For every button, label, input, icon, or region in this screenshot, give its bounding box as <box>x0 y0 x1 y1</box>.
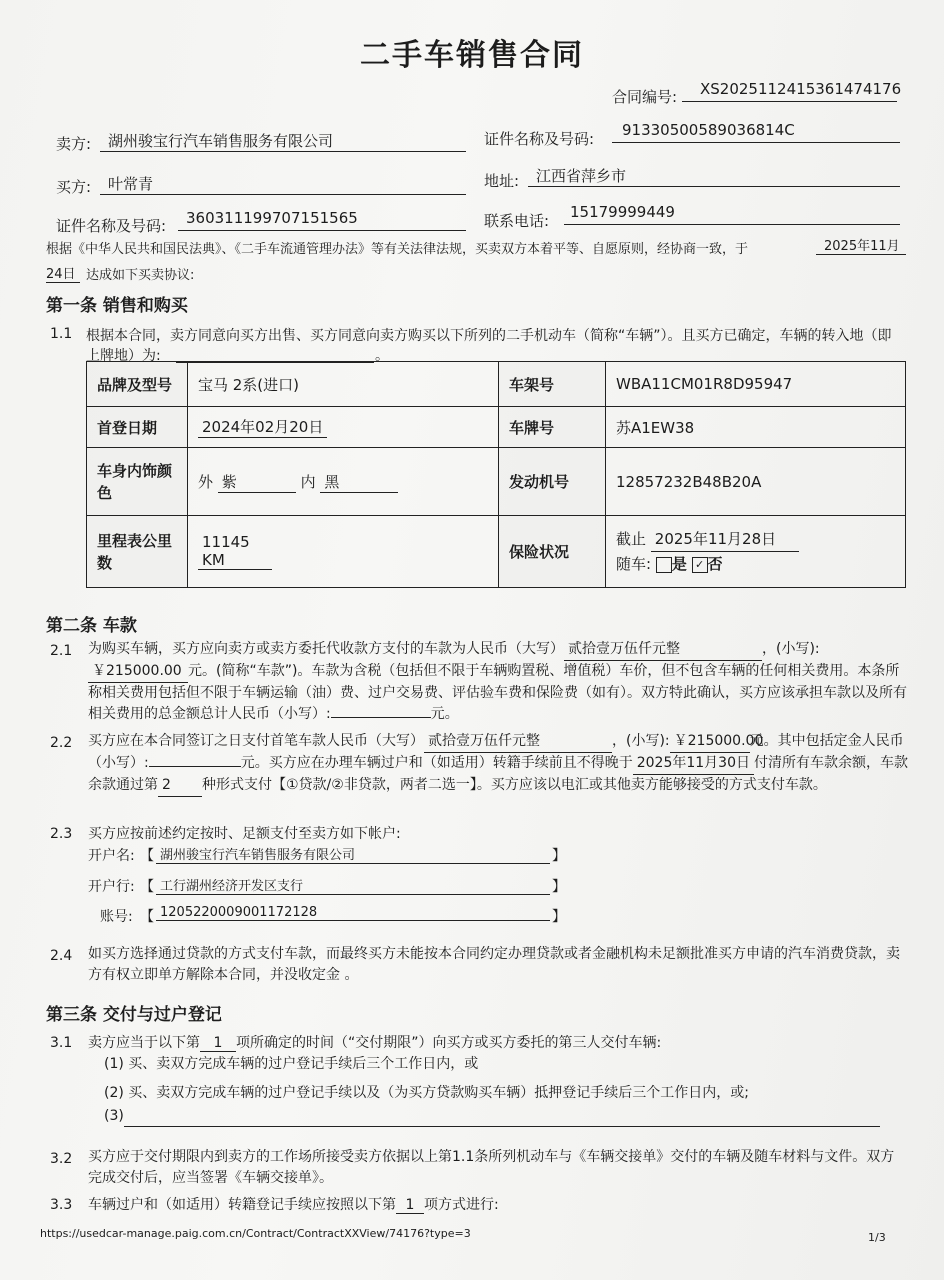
buyer-phone-label: 联系电话: <box>484 212 550 230</box>
account-name-value: 湖州骏宝行汽车销售服务有限公司 <box>156 844 550 864</box>
clause-2-2-amount-cn: 贰拾壹万伍仟元整 <box>424 731 612 753</box>
article-3-title: 第三条 交付与过户登记 <box>46 1005 222 1025</box>
clause-3-2-number: 3.2 <box>50 1151 73 1167</box>
clause-2-1-amount-cn: 贰拾壹万伍仟元整 <box>564 639 762 661</box>
color-out-label: 外 <box>198 472 214 491</box>
engine-value: 12857232B48B20A <box>606 448 906 516</box>
clause-2-1-text-3: 元。(简称“车款”)。车款为含税（包括但不限于车辆购置税、增值税）车价，但不包含车辆的任何相关费用。本条所称相关费用包括但不限于车辆运输（油）费、过户交易费、评估验车费和保险费（如有）。双方特此确认，买方应该承担车款以及所有相关费用的总金额总计人民币（小写）: <box>88 663 907 722</box>
vehicle-table <box>86 361 906 588</box>
buyer-id-label: 证件名称及号码: <box>56 217 167 235</box>
clause-3-3-text-1: 车辆过户和（如适用）转籍登记手续应按照以下第 <box>88 1197 396 1213</box>
account-bank-open: 【 <box>140 879 154 895</box>
brand-value: 宝马 2系(进口) <box>188 362 499 407</box>
clause-2-3-text: 买方应按前述约定按时、足额支付至卖方如下帐户: <box>88 826 401 842</box>
clause-2-1-text-4: 元。 <box>430 706 459 722</box>
no-label: 否 <box>707 555 723 573</box>
clause-2-2-text-4: 元。买方应在办理车辆过户和（如适用）转籍手续前且不得晚于 <box>240 755 633 771</box>
clause-3-3-text <box>88 1194 499 1214</box>
mileage-cell <box>188 516 499 588</box>
clause-2-2-way: 2 <box>158 775 202 797</box>
plate-label: 车牌号 <box>499 407 606 448</box>
delivery-option-3: (3) <box>104 1108 124 1124</box>
clause-3-2-text: 买方应于交付期限内到卖方的工作场所接受卖方依据以上第1.1条所列机动车与《车辆交接单》交付的车辆及随车材料与文件。双方完成交付后，应当签署《车辆交接单》。 <box>88 1149 895 1186</box>
clause-3-3-number: 3.3 <box>50 1197 73 1213</box>
clause-3-3-item: 1 <box>396 1197 424 1214</box>
clause-2-2-text-3: 元。其中包括定金人民币（小写）: <box>88 733 904 771</box>
buyer-value: 叶常青 <box>100 173 466 195</box>
intro-date-b: 24日 <box>46 263 80 283</box>
account-name-label: 开户名: <box>88 848 135 864</box>
intro-text: 根据《中华人民共和国民法典》、《二手车流通管理办法》等有关法律法规，买卖双方本着平等、自愿原则，经协商一致，于 <box>46 242 749 257</box>
clause-3-1-text <box>88 1032 661 1052</box>
seller-value: 湖州骏宝行汽车销售服务有限公司 <box>100 130 466 152</box>
account-no-value: 1205220009001172128 <box>156 905 550 921</box>
clause-2-1-number: 2.1 <box>50 643 73 659</box>
seller-label: 卖方: <box>56 135 92 153</box>
account-no-label: 账号: <box>100 909 133 925</box>
clause-2-2-text-5: 付清所有车款余额，车款余款通过第 <box>88 755 908 793</box>
account-bank-close: 】 <box>552 879 566 895</box>
clause-2-4-text: 如买方选择通过贷款的方式支付车款，而最终买方未能按本合同约定办理贷款或者金融机构未足额批准买方申请的汽车消费贷款，卖方有权立即单方解除本合同，并没收定金 。 <box>88 946 900 983</box>
clause-2-1-text-1: 为购买车辆，买方应向卖方或卖方委托代收款方支付的车款为人民币（大写） <box>88 641 564 657</box>
color-label: 车身内饰颜色 <box>87 448 188 516</box>
intro-text-2: 达成如下买卖协议: <box>86 268 195 283</box>
seller-id-label: 证件名称及号码: <box>484 130 595 148</box>
intro-date-a: 2025年11月 <box>816 235 906 255</box>
delivery-option-2: (2) 买、卖双方完成车辆的过户登记手续以及（为买方贷款购买车辆）抵押登记手续后三个工作日内，或; <box>104 1085 749 1101</box>
delivery-option-3-blank <box>124 1108 880 1127</box>
total-amount-blank <box>331 717 431 718</box>
deposit-blank <box>149 766 241 767</box>
ins-until-value: 2025年11月28日 <box>651 527 799 552</box>
clause-3-3-text-2: 项方式进行: <box>424 1197 499 1213</box>
delivery-option-1: (1) 买、卖双方完成车辆的过户登记手续后三个工作日内，或 <box>104 1056 479 1072</box>
account-bank-value: 工行湖州经济开发区支行 <box>156 875 550 895</box>
buyer-addr-value: 江西省萍乡市 <box>528 165 900 187</box>
ins-follow-label: 随车: <box>616 555 652 573</box>
clause-2-2-number: 2.2 <box>50 735 73 751</box>
no-checkbox[interactable]: ✓ <box>692 557 708 573</box>
engine-label: 发动机号 <box>499 448 606 516</box>
buyer-addr-label: 地址: <box>484 172 520 190</box>
contract-no-label: 合同编号: <box>612 88 678 106</box>
clause-2-1-text-2: ，(小写): <box>762 641 820 657</box>
mileage-value: 11145 KM <box>198 533 272 570</box>
color-in-label: 内 <box>300 472 316 491</box>
yes-checkbox[interactable] <box>656 557 672 573</box>
clause-1-1-end: 。 <box>375 348 389 364</box>
clause-1-1-text-2: 上牌地）为: <box>86 348 161 364</box>
insurance-cell <box>606 516 906 588</box>
insurance-label: 保险状况 <box>499 516 606 588</box>
clause-3-1-text-2: 项所确定的时间（“交付期限”）向买方或买方委托的第三人交付车辆: <box>236 1035 662 1051</box>
seller-id-value: 91330500589036814C <box>612 121 900 143</box>
buyer-id-value: 360311199707151565 <box>178 209 466 231</box>
reg-date-label: 首登日期 <box>87 407 188 448</box>
clause-2-2-text-1: 买方应在本合同签订之日支付首笔车款人民币（大写） <box>88 733 424 749</box>
clause-2-3-number: 2.3 <box>50 826 73 842</box>
clause-3-1-number: 3.1 <box>50 1035 73 1051</box>
account-no-open: 【 <box>140 909 154 925</box>
clause-2-2-amount: ￥215000.00 <box>670 731 750 753</box>
clause-2-4-number: 2.4 <box>50 948 73 964</box>
clause-3-1-text-1: 卖方应当于以下第 <box>88 1035 200 1051</box>
clause-2-2-text-6: 种形式支付【①贷款/②非贷款，两者二选一】。买方应该以电汇或其他卖方能够接受的方式支付车款。 <box>202 777 827 793</box>
clause-2-2-text <box>88 731 908 797</box>
page-title: 二手车销售合同 <box>360 38 584 73</box>
clause-2-2-text-2: ，(小写): <box>612 733 670 749</box>
article-2-title: 第二条 车款 <box>46 616 137 636</box>
yes-label: 是 <box>671 555 687 573</box>
article-1-title: 第一条 销售和购买 <box>46 296 188 316</box>
reg-date-value: 2024年02月20日 <box>198 416 327 438</box>
reg-date-cell <box>188 407 499 448</box>
account-name-open: 【 <box>140 848 154 864</box>
brand-label: 品牌及型号 <box>87 362 188 407</box>
clause-2-1-text <box>88 639 908 725</box>
clause-3-1-item: 1 <box>200 1035 236 1052</box>
account-name-close: 】 <box>552 848 566 864</box>
clause-1-1-number: 1.1 <box>50 326 73 342</box>
clause-1-1-text: 根据本合同，卖方同意向买方出售、买方同意向卖方购买以下所列的二手机动车（简称“车辆”）。且买方已确定，车辆的转入地（即 <box>86 328 892 344</box>
ins-until-label: 截止 <box>616 530 647 548</box>
account-no-close: 】 <box>552 909 566 925</box>
color-out-value: 紫 <box>218 471 296 493</box>
contract-no-value: XS2025112415361474176 <box>682 80 897 102</box>
buyer-phone-value: 15179999449 <box>564 203 900 225</box>
color-in-value: 黑 <box>320 471 398 493</box>
page-number: 1/3 <box>868 1231 886 1244</box>
footer-url: https://usedcar-manage.paig.com.cn/Contract/ContractXXView/74176?type=3 <box>40 1227 471 1240</box>
account-bank-label: 开户行: <box>88 879 135 895</box>
plate-value: 苏A1EW38 <box>606 407 906 448</box>
clause-2-2-date: 2025年11月30日 <box>633 753 754 775</box>
vin-value: WBA11CM01R8D95947 <box>606 362 906 407</box>
buyer-label: 买方: <box>56 178 92 196</box>
clause-2-1-amount: ￥215000.00 <box>88 661 188 683</box>
color-cell <box>188 448 499 516</box>
vin-label: 车架号 <box>499 362 606 407</box>
mileage-label: 里程表公里数 <box>87 516 188 588</box>
